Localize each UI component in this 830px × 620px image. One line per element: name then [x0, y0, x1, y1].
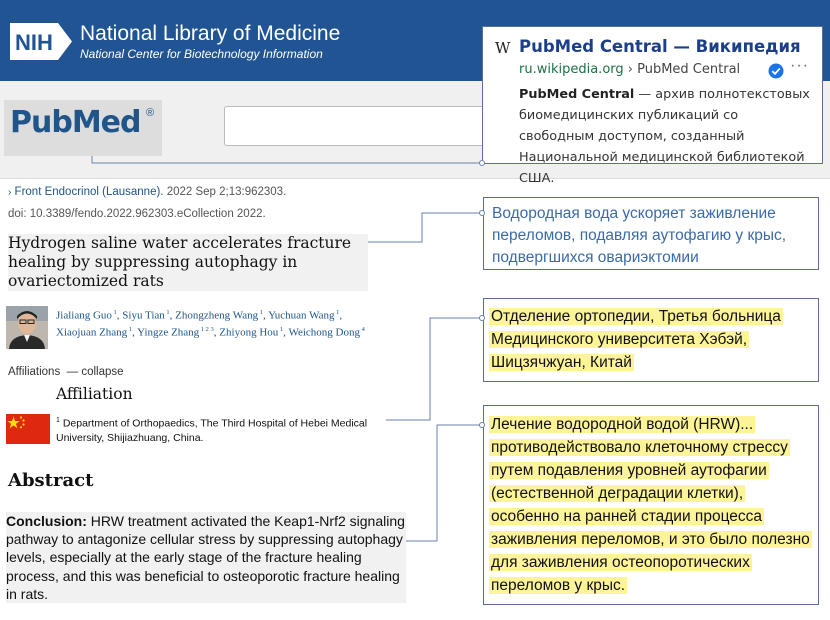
wikipedia-icon: W: [495, 39, 511, 57]
translation-affiliation-box: [483, 298, 819, 382]
translation-conclusion: Лечение водородной водой (HRW)... противодействовало клеточному стрессу путем подавления уровней аутофагии (естественной деградации клетки), особенно на ранней стадии процесса заживления переломов, и это было полезно для заживления остеопоротических переломов у крыс.: [491, 416, 810, 594]
connector-conclusion: [406, 425, 482, 541]
author-link[interactable]: Siyu Tian: [122, 309, 165, 322]
nih-logo-text: NIH: [15, 30, 53, 55]
affiliation-heading: Affiliation: [56, 385, 133, 403]
author-affiliation-sup: 1: [278, 325, 284, 333]
conclusion-label: Conclusion:: [6, 513, 87, 529]
connector-affiliation: [386, 318, 482, 420]
search-input[interactable]: [224, 106, 491, 146]
wiki-description: [519, 84, 815, 189]
author-link[interactable]: Yingze Zhang: [137, 326, 200, 339]
abstract-conclusion: [6, 512, 406, 603]
author-affiliation-sup: 1: [127, 325, 133, 333]
journal-link[interactable]: Front Endocrinol (Lausanne).: [14, 186, 164, 198]
registered-mark: ®: [146, 107, 155, 119]
citation-date: 2022 Sep 2;13:962303.: [163, 186, 287, 198]
collapse-link[interactable]: collapse: [81, 366, 124, 378]
nih-title[interactable]: National Library of Medicine: [80, 22, 341, 45]
conclusion-text: HRW treatment activated the Keap1-Nrf2 signaling pathway to antagonize cellular stress by suppressing autophagy levels, especially at the early stage of the fracture healing process, and this was beneficial to osteoporotic fracture healing in rats.: [6, 513, 405, 602]
translation-title-box: [483, 197, 819, 270]
author-link[interactable]: Weichong Dong: [288, 326, 360, 339]
wiki-url-crumb: PubMed Central: [637, 62, 741, 77]
nih-logo-icon[interactable]: [10, 23, 72, 60]
abstract-heading: Abstract: [8, 470, 94, 491]
wiki-desc-bold: PubMed Central: [519, 87, 635, 102]
author-affiliation-sup: 1: [164, 309, 170, 316]
wiki-url-separator: ›: [623, 62, 638, 77]
affiliation-sup: 1: [56, 417, 60, 424]
author-affiliation-sup: 1: [111, 309, 117, 316]
citation-line: [8, 186, 286, 198]
pubmed-logo-text: PubMed: [10, 105, 141, 140]
author-link[interactable]: Zhongzheng Wang: [175, 309, 259, 322]
wiki-desc-text: — архив полнотекстовых биомедицинских публикаций со свободным доступом, созданный Национальной медицинской библиотекой США.: [519, 87, 810, 186]
translation-conclusion-box: [483, 405, 819, 605]
author-photo: [6, 306, 48, 349]
wiki-title-link[interactable]: PubMed Central — Википедия: [519, 37, 801, 56]
affiliations-toggle[interactable]: Affiliations — collapse: [8, 366, 124, 378]
pubmed-logo[interactable]: [4, 100, 162, 156]
affiliation-text: [56, 414, 386, 445]
author-affiliation-sup: 1 2 3: [199, 325, 214, 333]
author-affiliation-sup: 1: [258, 309, 263, 316]
translation-title: Водородная вода ускоряет заживление переломов, подавляя аутофагию у крыс, подвергшихся овариэктомии: [492, 205, 787, 266]
more-options-icon[interactable]: ···: [790, 57, 809, 74]
connector-title: [368, 213, 482, 242]
author-link[interactable]: Xiaojuan Zhang: [56, 326, 128, 339]
wiki-url-domain: ru.wikipedia.org: [519, 62, 624, 77]
author-link[interactable]: Jialiang Guo: [56, 309, 112, 322]
translation-affiliation: Отделение ортопедии, Третья больница Медицинского университета Хэбэй, Шицзячжуан, Китай: [491, 308, 781, 371]
chevron-right-icon: ›: [8, 187, 12, 198]
affiliations-label: Affiliations: [8, 366, 61, 378]
article-title: Hydrogen saline water accelerates fracture healing by suppressing autophagy in ovariectomized rats: [8, 234, 368, 291]
author-link[interactable]: Zhiyong Hou: [219, 326, 279, 339]
author-affiliation-sup: 4: [360, 325, 365, 333]
china-flag-icon: [6, 414, 50, 444]
nih-subtitle: National Center for Biotechnology Information: [80, 47, 323, 61]
verified-icon: [768, 63, 784, 79]
authors-list: Jialiang Guo $^1$, Siyu Tian $^1$, Zhongzheng Wang $^1$, Yuchuan Wang $^1$, Xiaojuan Zhang $^1$, Yingze Zhang $^{1 2 3}$, Zhiyong Hou $^1$, Weichong Dong $^4$: [56, 309, 365, 339]
author-affiliation-sup: 1: [334, 309, 340, 316]
author-link[interactable]: Yuchuan Wang: [268, 309, 335, 322]
wiki-card: [482, 26, 823, 186]
doi-line: doi: 10.3389/fendo.2022.962303.eCollection 2022.: [8, 208, 266, 220]
wiki-url[interactable]: [519, 62, 740, 77]
affiliation-body: Department of Orthopaedics, The Third Hospital of Hebei Medical University, Shijiazhuang, China.: [56, 417, 368, 444]
